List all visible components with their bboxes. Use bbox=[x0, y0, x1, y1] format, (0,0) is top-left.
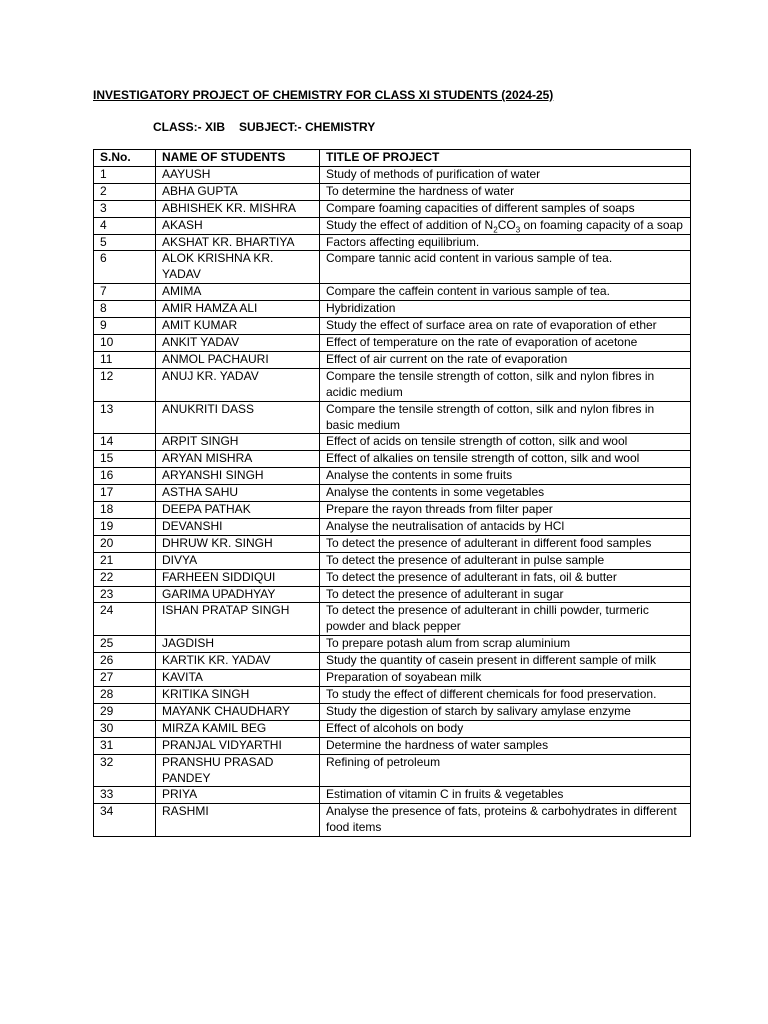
cell-title: Effect of temperature on the rate of evaporation of acetone bbox=[320, 334, 691, 351]
table-row bbox=[94, 401, 691, 434]
table-row bbox=[94, 754, 691, 787]
cell-title: Determine the hardness of water samples bbox=[320, 737, 691, 754]
header-title: TITLE OF PROJECT bbox=[320, 150, 691, 167]
cell-title: Factors affecting equilibrium. bbox=[320, 234, 691, 251]
cell-name: AKSHAT KR. BHARTIYA bbox=[156, 234, 320, 251]
table-row bbox=[94, 301, 691, 318]
cell-name: ANMOL PACHAURI bbox=[156, 351, 320, 368]
cell-title: Prepare the rayon threads from filter paper bbox=[320, 502, 691, 519]
cell-name: AMIT KUMAR bbox=[156, 318, 320, 335]
cell-sno: 13 bbox=[94, 401, 156, 434]
cell-name: MIRZA KAMIL BEG bbox=[156, 720, 320, 737]
cell-title: Compare the tensile strength of cotton, silk and nylon fibres in acidic medium bbox=[320, 368, 691, 401]
table-row bbox=[94, 166, 691, 183]
cell-name: GARIMA UPADHYAY bbox=[156, 586, 320, 603]
table-row bbox=[94, 687, 691, 704]
table-row bbox=[94, 636, 691, 653]
class-label: CLASS:- XIB bbox=[153, 120, 225, 134]
cell-title: Analyse the contents in some fruits bbox=[320, 468, 691, 485]
cell-name: JAGDISH bbox=[156, 636, 320, 653]
cell-title: Refining of petroleum bbox=[320, 754, 691, 787]
cell-sno: 7 bbox=[94, 284, 156, 301]
cell-name: AKASH bbox=[156, 217, 320, 234]
cell-sno: 32 bbox=[94, 754, 156, 787]
cell-title: To detect the presence of adulterant in sugar bbox=[320, 586, 691, 603]
cell-sno: 27 bbox=[94, 670, 156, 687]
cell-name: ABHA GUPTA bbox=[156, 183, 320, 200]
table-row bbox=[94, 552, 691, 569]
cell-sno: 20 bbox=[94, 535, 156, 552]
cell-sno: 18 bbox=[94, 502, 156, 519]
cell-sno: 24 bbox=[94, 603, 156, 636]
table-row bbox=[94, 334, 691, 351]
cell-name: ISHAN PRATAP SINGH bbox=[156, 603, 320, 636]
table-row bbox=[94, 468, 691, 485]
cell-sno: 31 bbox=[94, 737, 156, 754]
cell-name: ALOK KRISHNA KR. YADAV bbox=[156, 251, 320, 284]
cell-name: ANKIT YADAV bbox=[156, 334, 320, 351]
cell-name: ASTHA SAHU bbox=[156, 485, 320, 502]
subject-label: SUBJECT:- CHEMISTRY bbox=[239, 120, 376, 134]
cell-title: Study the quantity of casein present in different sample of milk bbox=[320, 653, 691, 670]
table-row bbox=[94, 234, 691, 251]
table-header-row bbox=[94, 150, 691, 167]
cell-name: KAVITA bbox=[156, 670, 320, 687]
table-row bbox=[94, 603, 691, 636]
table-row bbox=[94, 670, 691, 687]
cell-sno: 30 bbox=[94, 720, 156, 737]
cell-title: Preparation of soyabean milk bbox=[320, 670, 691, 687]
cell-name: MAYANK CHAUDHARY bbox=[156, 703, 320, 720]
table-row bbox=[94, 586, 691, 603]
header-sno: S.No. bbox=[94, 150, 156, 167]
cell-title: Compare the caffein content in various sample of tea. bbox=[320, 284, 691, 301]
cell-sno: 4 bbox=[94, 217, 156, 234]
cell-title: Effect of air current on the rate of evaporation bbox=[320, 351, 691, 368]
cell-title: Compare foaming capacities of different samples of soaps bbox=[320, 200, 691, 217]
cell-sno: 19 bbox=[94, 518, 156, 535]
table-row bbox=[94, 368, 691, 401]
table-row bbox=[94, 653, 691, 670]
cell-title: Study the effect of surface area on rate of evaporation of ether bbox=[320, 318, 691, 335]
cell-sno: 3 bbox=[94, 200, 156, 217]
cell-name: ABHISHEK KR. MISHRA bbox=[156, 200, 320, 217]
cell-name: PRANSHU PRASAD PANDEY bbox=[156, 754, 320, 787]
cell-title: Effect of alkalies on tensile strength of cotton, silk and wool bbox=[320, 451, 691, 468]
table-row bbox=[94, 720, 691, 737]
table-row bbox=[94, 535, 691, 552]
table-row bbox=[94, 518, 691, 535]
cell-name: ANUJ KR. YADAV bbox=[156, 368, 320, 401]
cell-name: DEVANSHI bbox=[156, 518, 320, 535]
cell-title: Analyse the neutralisation of antacids by HCl bbox=[320, 518, 691, 535]
cell-name: AMIMA bbox=[156, 284, 320, 301]
cell-sno: 11 bbox=[94, 351, 156, 368]
cell-name: DHRUW KR. SINGH bbox=[156, 535, 320, 552]
project-table bbox=[93, 149, 691, 837]
cell-name: ARYANSHI SINGH bbox=[156, 468, 320, 485]
cell-name: PRIYA bbox=[156, 787, 320, 804]
cell-title: Study the digestion of starch by salivary amylase enzyme bbox=[320, 703, 691, 720]
table-row bbox=[94, 318, 691, 335]
table-row bbox=[94, 451, 691, 468]
cell-sno: 10 bbox=[94, 334, 156, 351]
cell-sno: 22 bbox=[94, 569, 156, 586]
cell-name: AMIR HAMZA ALI bbox=[156, 301, 320, 318]
cell-name: DEEPA PATHAK bbox=[156, 502, 320, 519]
cell-title: To detect the presence of adulterant in chilli powder, turmeric powder and black pepper bbox=[320, 603, 691, 636]
table-row bbox=[94, 703, 691, 720]
cell-title: To detect the presence of adulterant in fats, oil & butter bbox=[320, 569, 691, 586]
cell-title: Study of methods of purification of water bbox=[320, 166, 691, 183]
subscript: 3 bbox=[515, 225, 521, 235]
cell-name: PRANJAL VIDYARTHI bbox=[156, 737, 320, 754]
table-row bbox=[94, 351, 691, 368]
cell-sno: 23 bbox=[94, 586, 156, 603]
document-title: INVESTIGATORY PROJECT OF CHEMISTRY FOR CLASS XI STUDENTS (2024-25) bbox=[93, 88, 554, 102]
table-row bbox=[94, 200, 691, 217]
cell-title: To determine the hardness of water bbox=[320, 183, 691, 200]
cell-title: Estimation of vitamin C in fruits & vegetables bbox=[320, 787, 691, 804]
cell-sno: 29 bbox=[94, 703, 156, 720]
cell-title: Compare the tensile strength of cotton, silk and nylon fibres in basic medium bbox=[320, 401, 691, 434]
cell-title: Compare tannic acid content in various sample of tea. bbox=[320, 251, 691, 284]
cell-name: AAYUSH bbox=[156, 166, 320, 183]
cell-sno: 8 bbox=[94, 301, 156, 318]
cell-sno: 2 bbox=[94, 183, 156, 200]
cell-name: KRITIKA SINGH bbox=[156, 687, 320, 704]
class-subject-line bbox=[153, 120, 375, 134]
title-text: CO bbox=[497, 217, 516, 232]
cell-name: DIVYA bbox=[156, 552, 320, 569]
cell-name: ARYAN MISHRA bbox=[156, 451, 320, 468]
table-row bbox=[94, 217, 691, 234]
cell-sno: 34 bbox=[94, 804, 156, 837]
cell-sno: 17 bbox=[94, 485, 156, 502]
table-row bbox=[94, 284, 691, 301]
header-name: NAME OF STUDENTS bbox=[156, 150, 320, 167]
cell-sno: 1 bbox=[94, 166, 156, 183]
table-row bbox=[94, 569, 691, 586]
cell-title: Analyse the presence of fats, proteins & carbohydrates in different food items bbox=[320, 804, 691, 837]
cell-title: Effect of alcohols on body bbox=[320, 720, 691, 737]
table-row bbox=[94, 787, 691, 804]
cell-name: KARTIK KR. YADAV bbox=[156, 653, 320, 670]
title-text: on foaming capacity of a soap bbox=[520, 217, 683, 232]
cell-sno: 6 bbox=[94, 251, 156, 284]
cell-sno: 25 bbox=[94, 636, 156, 653]
cell-sno: 28 bbox=[94, 687, 156, 704]
cell-sno: 16 bbox=[94, 468, 156, 485]
cell-sno: 33 bbox=[94, 787, 156, 804]
cell-name: ANUKRITI DASS bbox=[156, 401, 320, 434]
cell-sno: 26 bbox=[94, 653, 156, 670]
title-text: Study the effect of addition of N bbox=[326, 217, 494, 232]
table-row bbox=[94, 434, 691, 451]
cell-title: To study the effect of different chemicals for food preservation. bbox=[320, 687, 691, 704]
cell-title: To detect the presence of adulterant in different food samples bbox=[320, 535, 691, 552]
cell-name: RASHMI bbox=[156, 804, 320, 837]
cell-name: ARPIT SINGH bbox=[156, 434, 320, 451]
cell-name: FARHEEN SIDDIQUI bbox=[156, 569, 320, 586]
cell-sno: 15 bbox=[94, 451, 156, 468]
table-body bbox=[94, 166, 691, 836]
cell-sno: 21 bbox=[94, 552, 156, 569]
cell-title: To detect the presence of adulterant in pulse sample bbox=[320, 552, 691, 569]
cell-title: Effect of acids on tensile strength of cotton, silk and wool bbox=[320, 434, 691, 451]
cell-sno: 9 bbox=[94, 318, 156, 335]
table-row bbox=[94, 251, 691, 284]
table-row bbox=[94, 485, 691, 502]
table-row bbox=[94, 502, 691, 519]
table-row bbox=[94, 804, 691, 837]
cell-sno: 5 bbox=[94, 234, 156, 251]
cell-title bbox=[320, 217, 691, 234]
subscript: 2 bbox=[493, 225, 498, 235]
cell-sno: 14 bbox=[94, 434, 156, 451]
table-row bbox=[94, 183, 691, 200]
table-row bbox=[94, 737, 691, 754]
cell-title: Analyse the contents in some vegetables bbox=[320, 485, 691, 502]
cell-title: Hybridization bbox=[320, 301, 691, 318]
cell-title: To prepare potash alum from scrap aluminium bbox=[320, 636, 691, 653]
cell-sno: 12 bbox=[94, 368, 156, 401]
